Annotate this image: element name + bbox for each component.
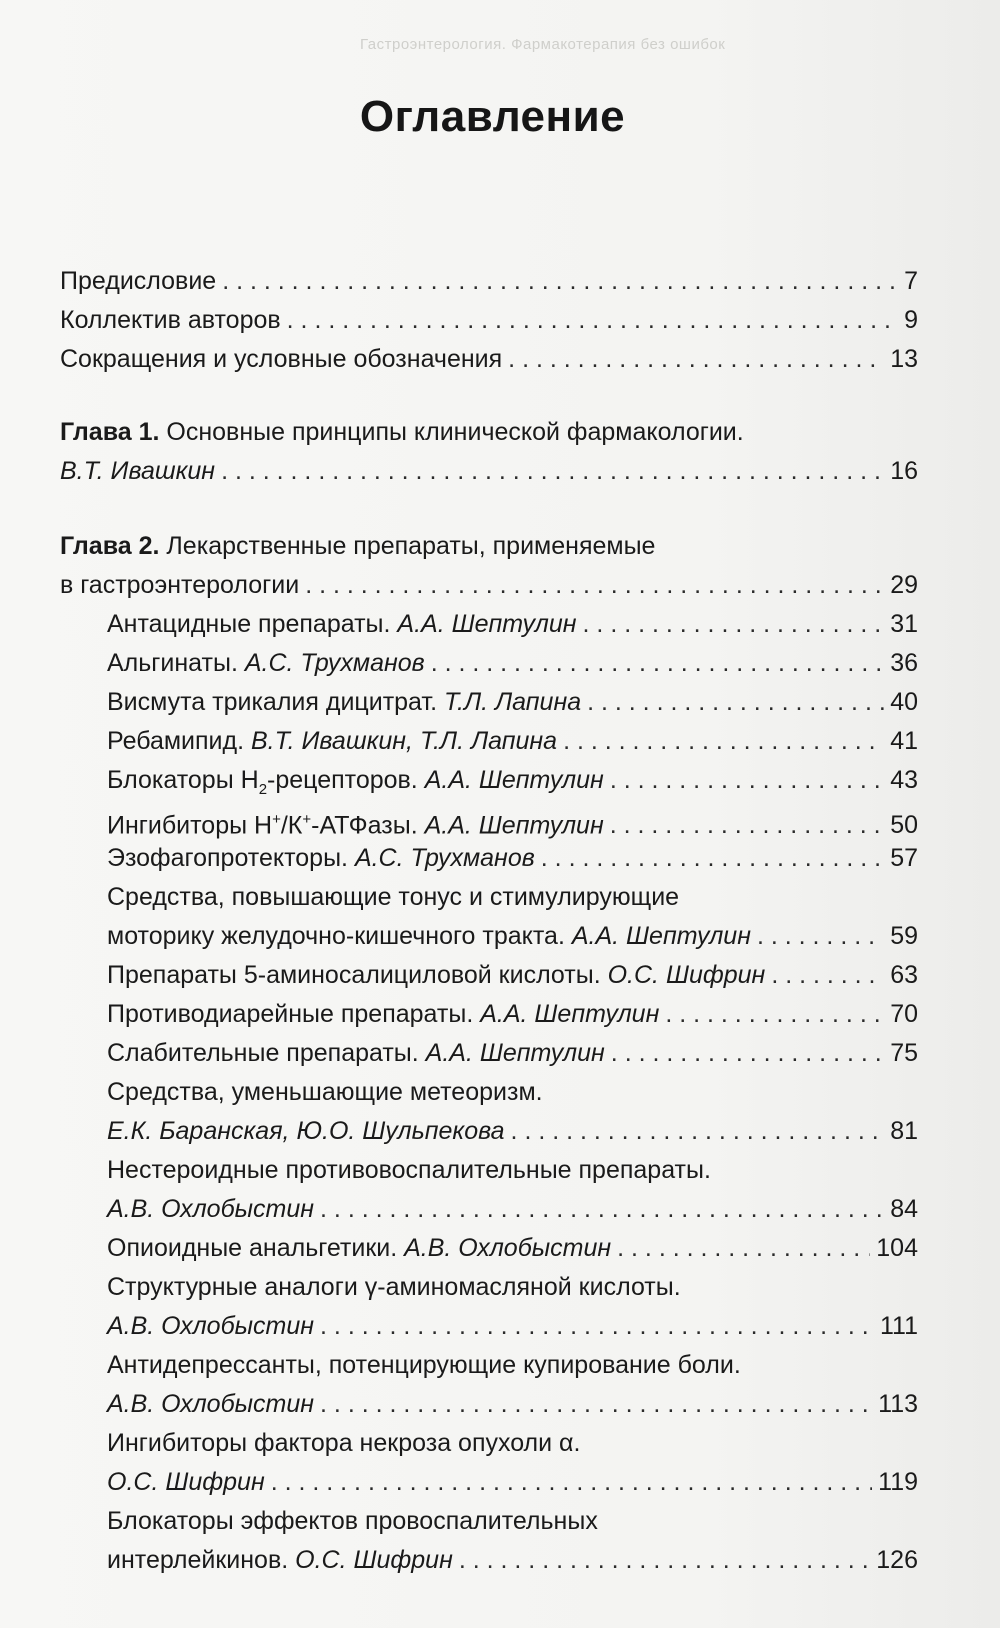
dot-leader xyxy=(271,1463,872,1502)
toc-section[interactable]: Антацидные препараты. А.А. Шептулин . . . 31 xyxy=(60,605,918,644)
toc-section[interactable]: Опиоидные анальгетики. А.В. Охлобыстин . . . 104 xyxy=(60,1229,918,1268)
toc-section[interactable]: О.С. Шифрин . . . 119 xyxy=(60,1463,918,1502)
dot-leader xyxy=(459,1541,870,1580)
dot-leader xyxy=(511,1112,885,1151)
chapter-title: Лекарственные препараты, применяемые xyxy=(159,532,656,560)
table-of-contents xyxy=(60,262,918,1580)
page-number: 75 xyxy=(890,1039,918,1067)
dot-leader xyxy=(611,1034,884,1073)
dot-leader xyxy=(541,839,884,878)
chapter-title: Основные принципы клинической фармакологии. xyxy=(159,418,744,446)
dot-leader xyxy=(287,301,898,340)
page-number: 111 xyxy=(879,1312,918,1340)
dot-leader xyxy=(508,340,884,379)
page-number: 36 xyxy=(890,649,918,677)
page-number: 41 xyxy=(890,727,918,755)
toc-section[interactable]: Альгинаты. А.С. Трухманов . . . 36 xyxy=(60,644,918,683)
toc-chapter-1-author[interactable] xyxy=(60,452,918,491)
dot-leader xyxy=(617,1229,870,1268)
dot-leader xyxy=(320,1307,874,1346)
toc-entry-abbreviations[interactable]: Сокращения и условные обозначения . . . 13 xyxy=(60,340,918,379)
dot-leader xyxy=(431,644,885,683)
toc-entry-authors[interactable]: Коллектив авторов . . . 9 xyxy=(60,301,918,340)
dot-leader xyxy=(320,1190,884,1229)
page-number: 7 xyxy=(904,267,918,295)
dot-leader xyxy=(757,917,884,956)
toc-section-line1[interactable]: Структурные аналоги γ-аминомасляной кислоты. xyxy=(107,1273,681,1301)
toc-section[interactable]: А.В. Охлобыстин . . . 84 xyxy=(60,1190,918,1229)
page-number: 50 xyxy=(890,811,918,840)
chapter-label: Глава 1. xyxy=(60,418,160,446)
chapter-label: Глава 2. xyxy=(60,532,160,560)
toc-section[interactable]: Препараты 5-аминосалициловой кислоты. О.С. Шифрин . . . 63 xyxy=(60,956,918,995)
page-number: 70 xyxy=(890,1000,918,1028)
page-number: 59 xyxy=(890,922,918,950)
bleed-through-header: Гастроэнтерология. Фармакотерапия без ошибок xyxy=(360,36,726,53)
page-number: 9 xyxy=(904,306,918,334)
toc-chapter-2-title[interactable] xyxy=(60,527,918,566)
page-number: 29 xyxy=(890,571,918,599)
page-number: 13 xyxy=(890,345,918,373)
toc-section-line1[interactable]: Средства, уменьшающие метеоризм. xyxy=(107,1078,543,1106)
toc-section-line1[interactable]: Антидепрессанты, потенцирующие купирование боли. xyxy=(107,1351,741,1379)
dot-leader xyxy=(221,452,884,491)
dot-leader xyxy=(583,605,885,644)
page-number: 63 xyxy=(890,961,918,989)
page-title: Оглавление xyxy=(359,92,626,141)
page-number: 84 xyxy=(890,1195,918,1223)
page-number: 119 xyxy=(878,1468,918,1496)
toc-section[interactable]: Противодиарейные препараты. А.А. Шептулин . . . 70 xyxy=(60,995,918,1034)
toc-section[interactable]: А.В. Охлобыстин . . . 111 xyxy=(60,1307,918,1346)
toc-section-line1[interactable]: Блокаторы эффектов провоспалительных xyxy=(107,1507,598,1535)
toc-section[interactable]: Эзофагопротекторы. А.С. Трухманов . . . 57 xyxy=(60,839,918,878)
toc-section[interactable]: Ингибиторы Н+/К+-АТФазы. А.А. Шептулин . . . 50 xyxy=(60,800,918,839)
toc-section[interactable]: Е.К. Баранская, Ю.О. Шульпекова . . . 81 xyxy=(60,1112,918,1151)
page-number: 81 xyxy=(890,1117,918,1145)
toc-section-line1[interactable]: Нестероидные противовоспалительные препараты. xyxy=(107,1156,711,1184)
dot-leader xyxy=(305,566,884,605)
page-number: 40 xyxy=(890,688,918,716)
toc-entry-preface[interactable]: Предисловие . . . 7 xyxy=(60,262,918,301)
page-number: 104 xyxy=(876,1234,918,1262)
dot-leader xyxy=(771,956,884,995)
toc-section[interactable]: моторику желудочно-кишечного тракта. А.А. Шептулин . . . 59 xyxy=(60,917,918,956)
page-number: 31 xyxy=(890,610,918,638)
toc-section[interactable]: Слабительные препараты. А.А. Шептулин . . . 75 xyxy=(60,1034,918,1073)
chapter-author: В.Т. Ивашкин xyxy=(60,457,216,485)
dot-leader xyxy=(222,262,898,301)
toc-section[interactable]: Блокаторы $Н_2$-рецепторов. А.А. Шептулин . . . 43 xyxy=(60,761,918,800)
toc-section[interactable]: Ребамипид. В.Т. Ивашкин, Т.Л. Лапина . . . 41 xyxy=(60,722,918,761)
page-number: 43 xyxy=(890,766,918,794)
toc-section-line1[interactable]: Ингибиторы фактора некроза опухоли α. xyxy=(107,1429,581,1457)
dot-leader xyxy=(587,683,884,722)
page-number: 16 xyxy=(890,457,918,485)
toc-chapter-2-title-cont[interactable] xyxy=(60,566,918,605)
toc-section[interactable]: А.В. Охлобыстин . . . 113 xyxy=(60,1385,918,1424)
dot-leader xyxy=(320,1385,872,1424)
dot-leader xyxy=(610,761,884,800)
toc-section-line1[interactable]: Средства, повышающие тонус и стимулирующие xyxy=(107,883,680,911)
toc-chapter-1-title[interactable] xyxy=(60,413,918,452)
dot-leader xyxy=(665,995,884,1034)
page-number: 126 xyxy=(876,1546,918,1574)
chapter-title-cont: в гастроэнтерологии xyxy=(60,571,300,599)
toc-section[interactable]: Висмута трикалия дицитрат. Т.Л. Лапина . . . 40 xyxy=(60,683,918,722)
page-number: 57 xyxy=(890,844,918,872)
dot-leader xyxy=(563,722,884,761)
page-number: 113 xyxy=(878,1390,918,1418)
toc-section[interactable]: интерлейкинов. О.С. Шифрин . . . 126 xyxy=(60,1541,918,1580)
